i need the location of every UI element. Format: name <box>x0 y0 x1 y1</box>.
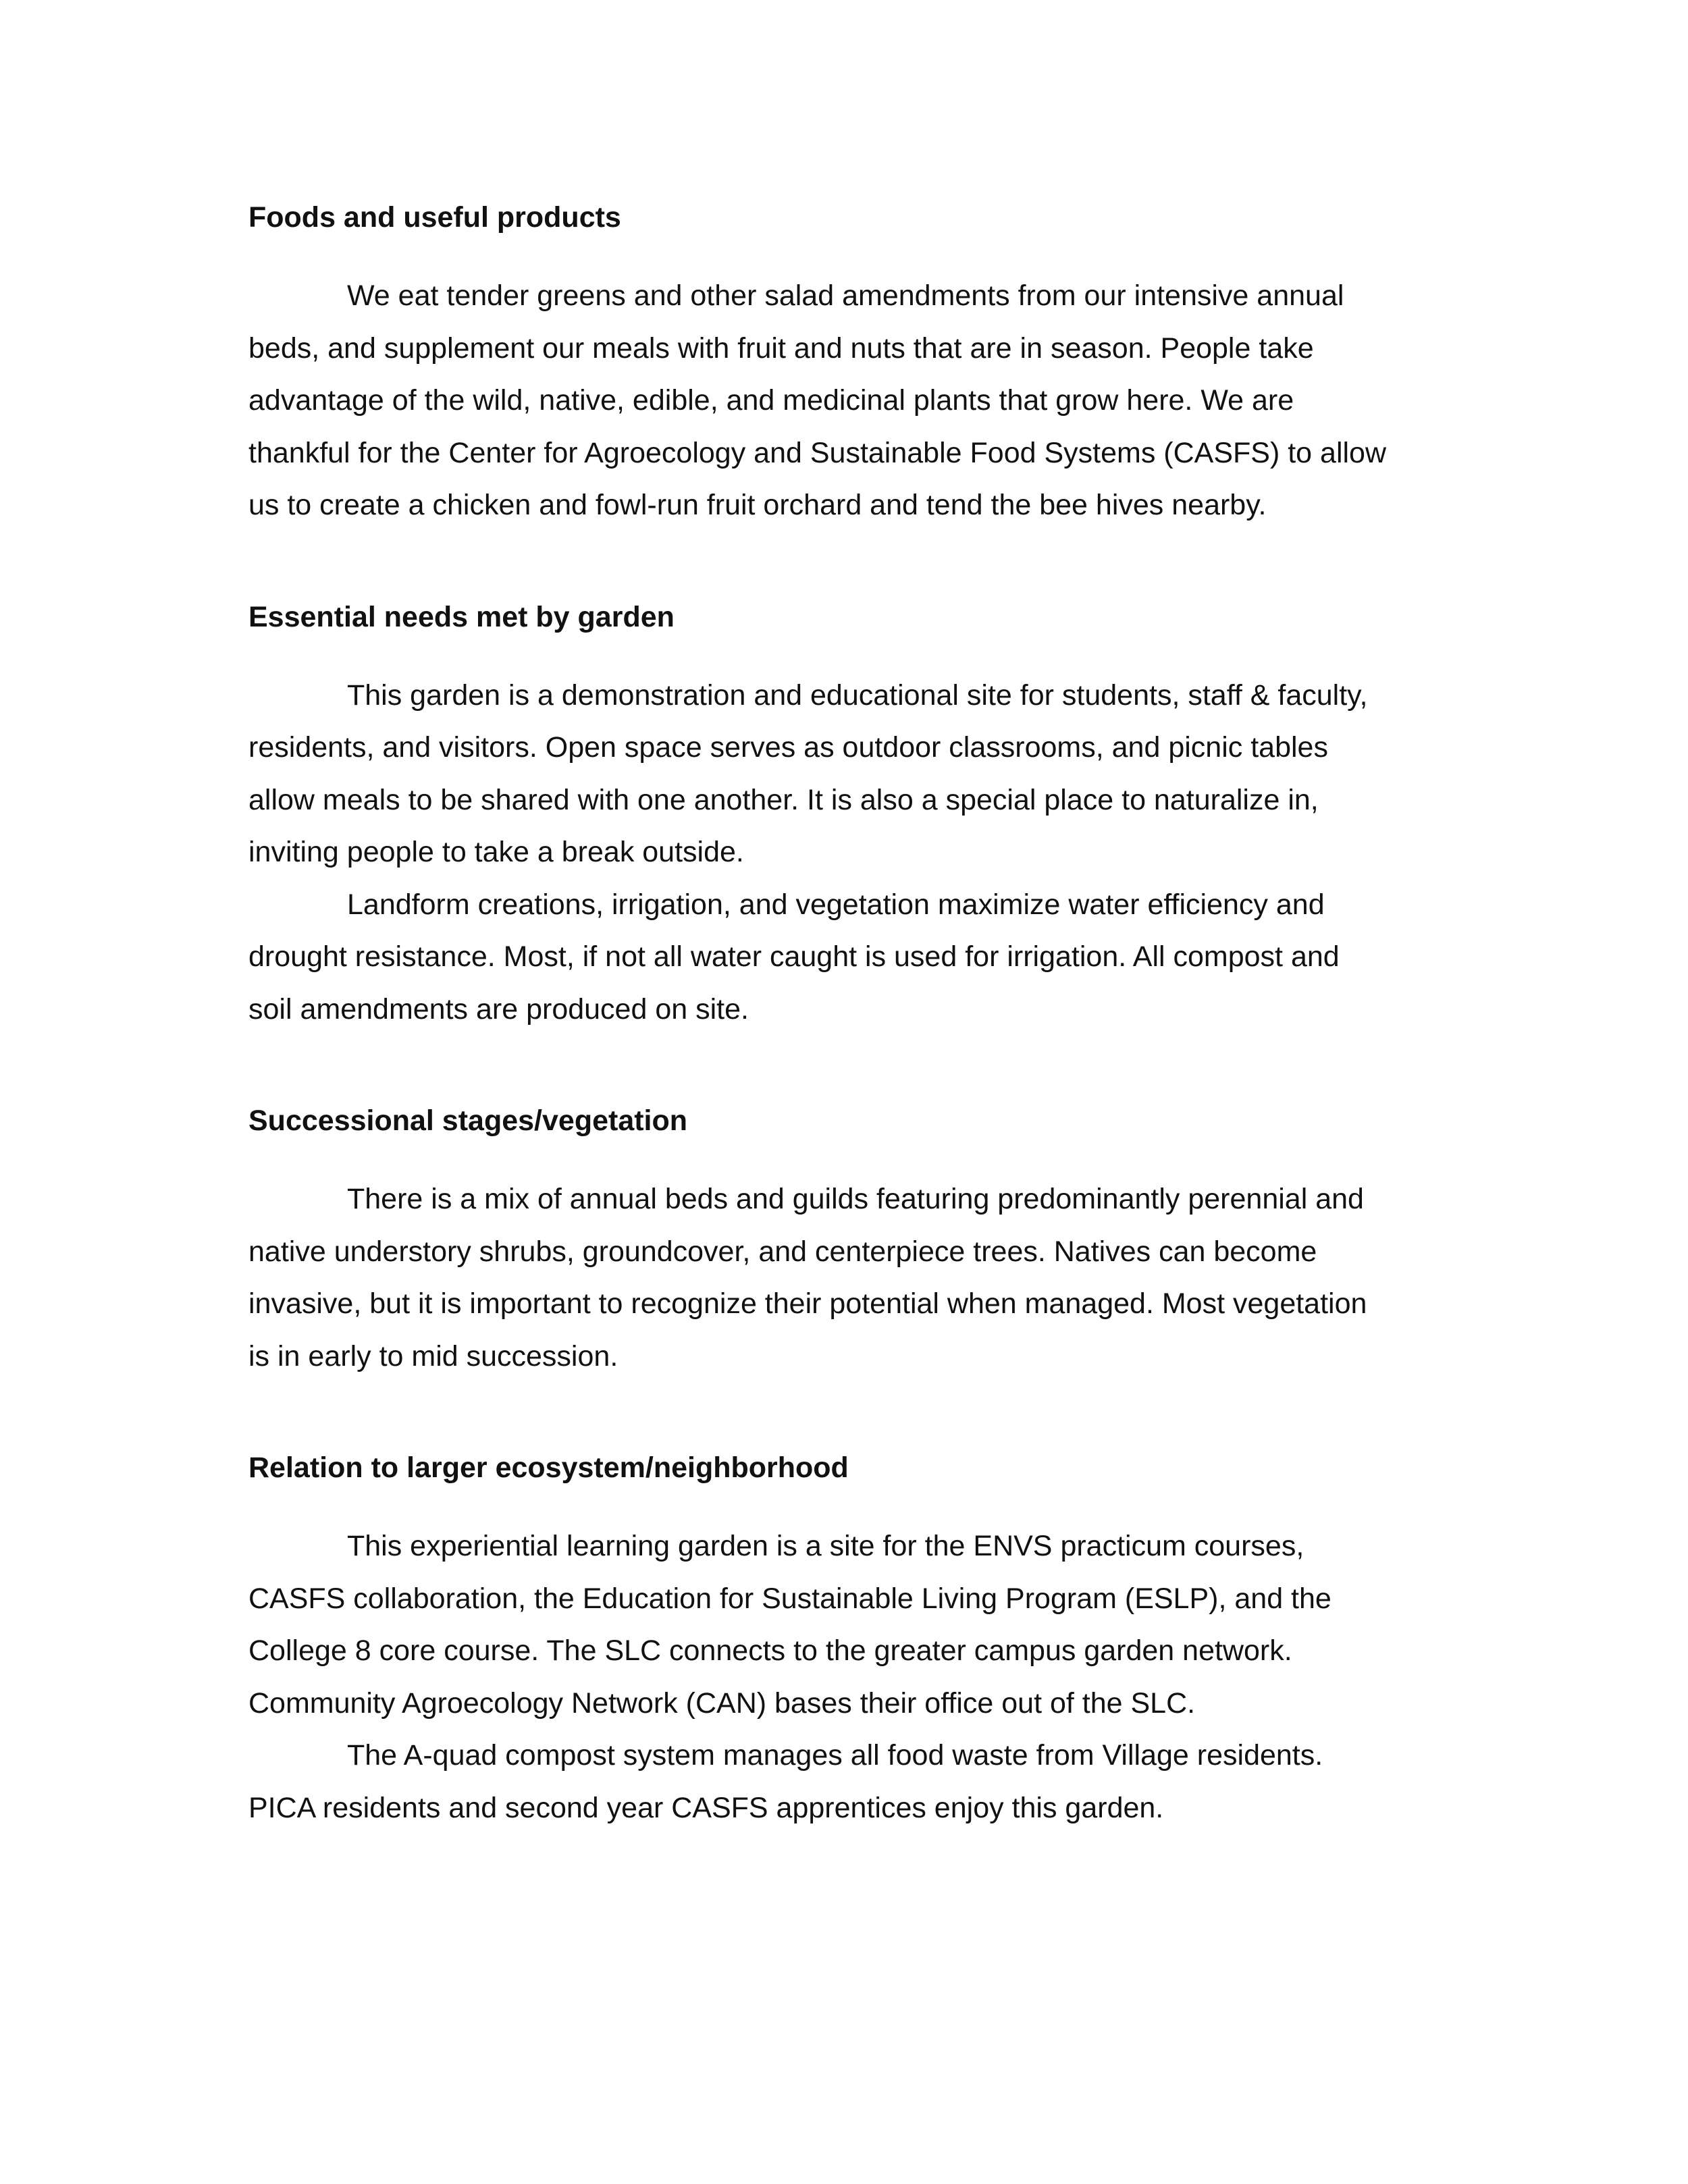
text-line: There is a mix of annual beds and guilds featuring predominantly perennial and <box>347 1183 1364 1215</box>
text-line: allow meals to be shared with one another. It is also a special place to naturalize in, <box>248 783 1319 816</box>
section-relation-ecosystem <box>248 1450 1457 1834</box>
text-line: PICA residents and second year CASFS apprentices enjoy this garden. <box>248 1791 1164 1824</box>
paragraph <box>248 1520 1457 1730</box>
section-gap <box>248 532 1457 600</box>
text-line: drought resistance. Most, if not all water caught is used for irrigation. All compost and <box>248 940 1340 973</box>
text-line: beds, and supplement our meals with fruit and nuts that are in season. People take <box>248 331 1314 365</box>
text-line: Community Agroecology Network (CAN) bases their office out of the SLC. <box>248 1686 1196 1720</box>
section-successional-stages <box>248 1103 1457 1383</box>
section-gap <box>248 1036 1457 1103</box>
section-foods <box>248 200 1457 532</box>
section-essential-needs <box>248 600 1457 1036</box>
paragraph <box>248 1730 1457 1834</box>
text-line: CASFS collaboration, the Education for Sustainable Living Program (ESLP), and the <box>248 1582 1331 1615</box>
text-line: This experiential learning garden is a site for the ENVS practicum courses, <box>347 1530 1304 1562</box>
section-heading: Successional stages/vegetation <box>248 1104 688 1137</box>
text-line: soil amendments are produced on site. <box>248 992 749 1026</box>
section-heading: Foods and useful products <box>248 201 621 234</box>
paragraph <box>248 670 1457 879</box>
text-line: invasive, but it is important to recognize their potential when managed. Most vegetation <box>248 1287 1367 1320</box>
text-line: native understory shrubs, groundcover, and centerpiece trees. Natives can become <box>248 1235 1317 1268</box>
paragraph <box>248 879 1457 1036</box>
text-line: We eat tender greens and other salad amendments from our intensive annual <box>347 279 1344 312</box>
text-line: us to create a chicken and fowl-run fruit orchard and tend the bee hives nearby. <box>248 489 1267 521</box>
text-line: This garden is a demonstration and educational site for students, staff & faculty, <box>347 678 1368 712</box>
text-line: residents, and visitors. Open space serves as outdoor classrooms, and picnic tables <box>248 731 1328 764</box>
section-heading: Essential needs met by garden <box>248 600 675 633</box>
section-gap <box>248 1383 1457 1450</box>
text-line: Landform creations, irrigation, and vegetation maximize water efficiency and <box>347 888 1325 921</box>
text-line: The A-quad compost system manages all food waste from Village residents. <box>347 1739 1323 1772</box>
document-page <box>248 200 1457 1834</box>
text-line: thankful for the Center for Agroecology and Sustainable Food Systems (CASFS) to allow <box>248 436 1387 469</box>
text-line: is in early to mid succession. <box>248 1339 618 1373</box>
paragraph <box>248 270 1457 532</box>
section-heading: Relation to larger ecosystem/neighborhood <box>248 1451 849 1484</box>
paragraph <box>248 1173 1457 1383</box>
text-line: advantage of the wild, native, edible, and medicinal plants that grow here. We are <box>248 384 1294 417</box>
text-line: inviting people to take a break outside. <box>248 836 744 868</box>
text-line: College 8 core course. The SLC connects to the greater campus garden network. <box>248 1634 1292 1667</box>
